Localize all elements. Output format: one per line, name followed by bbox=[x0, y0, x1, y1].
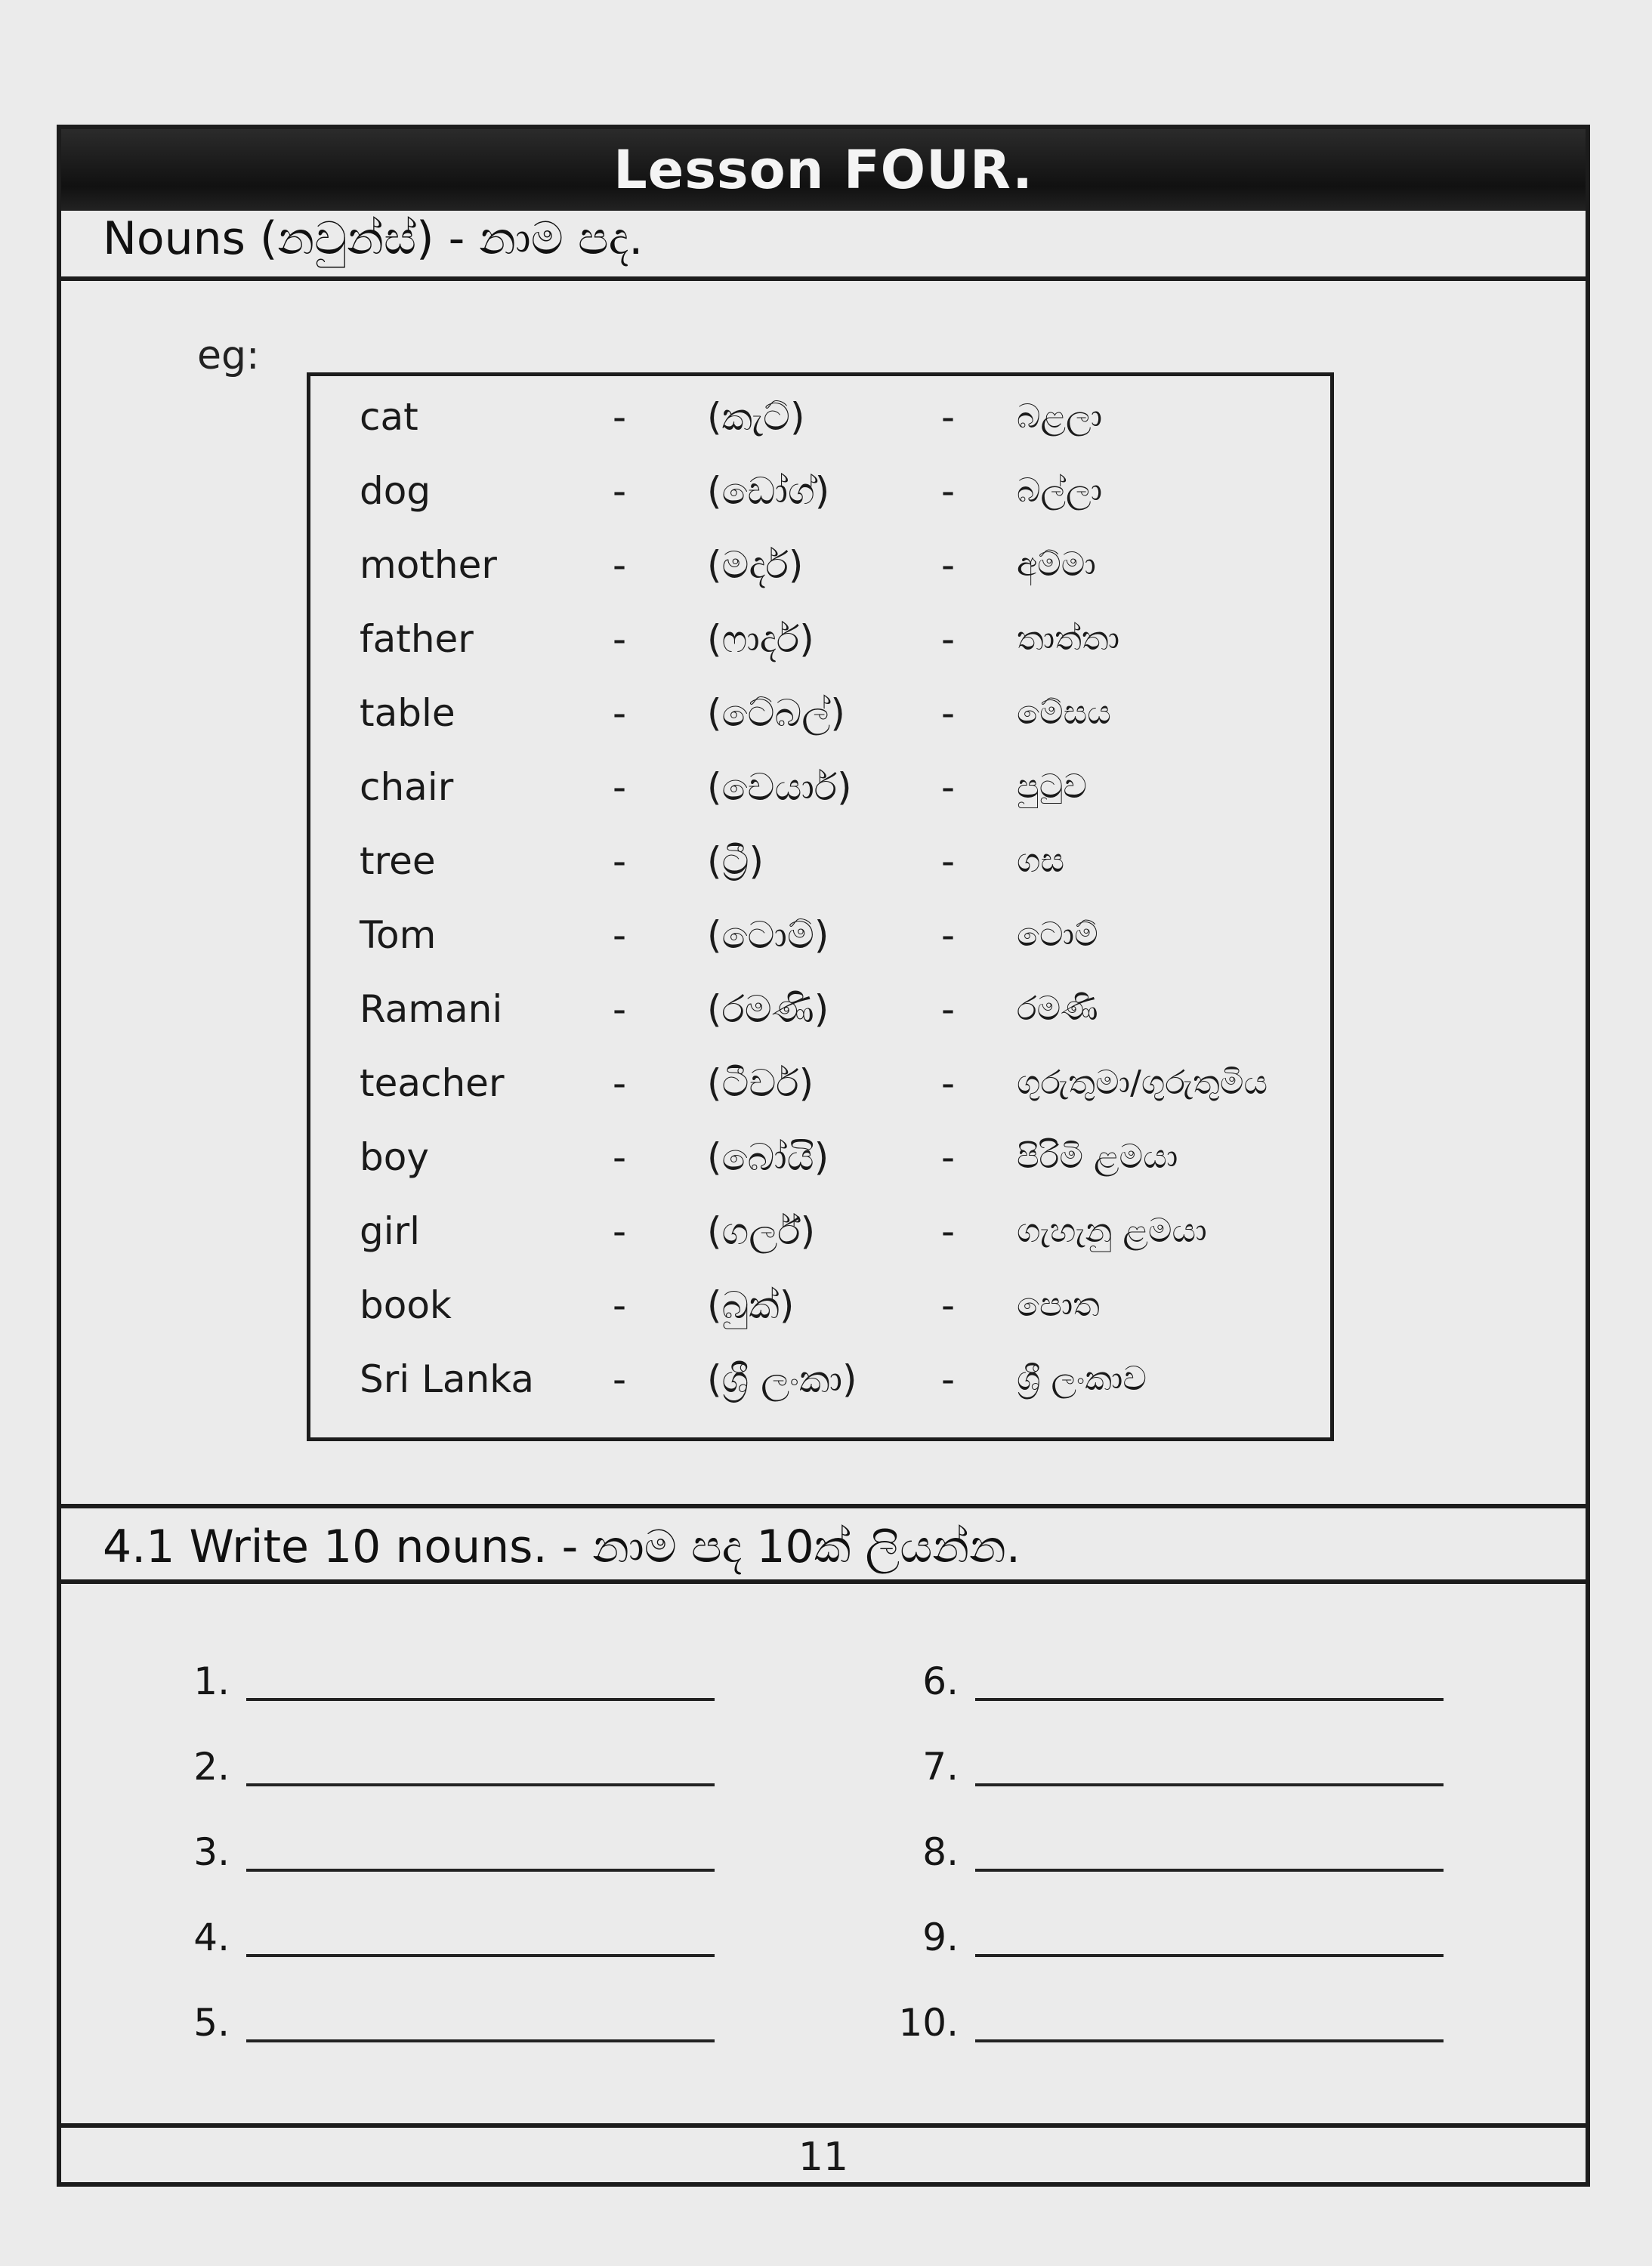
noun-word: cat bbox=[360, 395, 418, 439]
dash: - bbox=[613, 543, 627, 587]
noun-pronunciation: (බෝයි) bbox=[707, 1135, 829, 1179]
noun-word: tree bbox=[360, 839, 436, 883]
noun-word: father bbox=[360, 617, 474, 661]
noun-row bbox=[310, 380, 1330, 454]
dash: - bbox=[941, 691, 956, 735]
noun-row bbox=[310, 972, 1330, 1046]
noun-word: table bbox=[360, 691, 455, 735]
noun-word: dog bbox=[360, 469, 431, 513]
dash: - bbox=[941, 987, 956, 1031]
eg-label: eg: bbox=[197, 333, 260, 378]
noun-word: Tom bbox=[360, 913, 437, 957]
page-number: 11 bbox=[798, 2135, 849, 2180]
noun-meaning: ගස bbox=[1017, 841, 1065, 880]
answer-number: 3. bbox=[193, 1830, 230, 1874]
dash: - bbox=[613, 617, 627, 661]
noun-meaning: ටොම් bbox=[1017, 915, 1098, 954]
noun-meaning: බල්ලා bbox=[1017, 471, 1103, 510]
noun-word: boy bbox=[360, 1135, 429, 1179]
noun-pronunciation: (ටොම්) bbox=[707, 913, 829, 957]
noun-pronunciation: (ටේබල්) bbox=[707, 691, 845, 735]
dash: - bbox=[941, 1135, 956, 1179]
noun-row bbox=[310, 1268, 1330, 1342]
noun-meaning: අම්මා bbox=[1017, 545, 1096, 584]
lesson-header bbox=[61, 129, 1586, 211]
dash: - bbox=[613, 1135, 627, 1179]
exercise-title: 4.1 Write 10 nouns. - නාම පද 10ක් ලියන්න. bbox=[103, 1520, 1021, 1573]
dash: - bbox=[941, 913, 956, 957]
noun-meaning: ගුරුතුමා/ගුරුතුමිය bbox=[1017, 1064, 1268, 1102]
answer-number: 8. bbox=[922, 1830, 959, 1874]
noun-word: teacher bbox=[360, 1061, 505, 1105]
noun-row bbox=[310, 824, 1330, 898]
dash: - bbox=[941, 543, 956, 587]
noun-row bbox=[310, 1120, 1330, 1194]
noun-meaning: පිරිමි ළමයා bbox=[1017, 1138, 1178, 1176]
dash: - bbox=[613, 1061, 627, 1105]
noun-meaning: පොත bbox=[1017, 1286, 1100, 1324]
answer-blank[interactable] bbox=[975, 1869, 1444, 1872]
noun-pronunciation: (ටීචර්) bbox=[707, 1061, 814, 1105]
answer-number: 5. bbox=[193, 2001, 230, 2045]
noun-row bbox=[310, 1194, 1330, 1268]
noun-meaning: ගැහැනු ළමයා bbox=[1017, 1212, 1207, 1250]
answer-number: 2. bbox=[193, 1745, 230, 1789]
dash: - bbox=[941, 839, 956, 883]
answer-blank[interactable] bbox=[246, 1869, 715, 1872]
divider bbox=[61, 2123, 1586, 2128]
noun-meaning: බළලා bbox=[1017, 397, 1103, 436]
answer-number: 10. bbox=[898, 2001, 959, 2045]
dash: - bbox=[613, 691, 627, 735]
nouns-section-title: Nouns (නවුන්ස්) - නාම පද. bbox=[103, 212, 644, 265]
noun-word: book bbox=[360, 1283, 452, 1327]
noun-meaning: තාත්තා bbox=[1017, 619, 1120, 658]
noun-pronunciation: (රමණි) bbox=[707, 987, 829, 1031]
noun-row bbox=[310, 898, 1330, 972]
noun-row bbox=[310, 1046, 1330, 1120]
noun-pronunciation: (චෙයාර්) bbox=[707, 765, 852, 809]
answer-number: 6. bbox=[922, 1659, 959, 1703]
examples-box bbox=[307, 372, 1334, 1441]
noun-pronunciation: (ට්‍රී) bbox=[707, 839, 764, 883]
answer-blank[interactable] bbox=[975, 1783, 1444, 1786]
noun-row bbox=[310, 750, 1330, 824]
dash: - bbox=[941, 1357, 956, 1401]
noun-pronunciation: (ෆාදර්) bbox=[707, 617, 814, 661]
dash: - bbox=[613, 765, 627, 809]
divider bbox=[61, 1504, 1586, 1508]
dash: - bbox=[613, 987, 627, 1031]
answer-number: 1. bbox=[193, 1659, 230, 1703]
dash: - bbox=[613, 1357, 627, 1401]
noun-word: chair bbox=[360, 765, 454, 809]
noun-row bbox=[310, 676, 1330, 750]
answer-number: 4. bbox=[193, 1916, 230, 1959]
noun-row bbox=[310, 454, 1330, 528]
dash: - bbox=[941, 765, 956, 809]
answer-blank[interactable] bbox=[246, 1698, 715, 1701]
noun-pronunciation: (මදර්) bbox=[707, 543, 804, 587]
noun-word: mother bbox=[360, 543, 497, 587]
dash: - bbox=[941, 1209, 956, 1253]
noun-pronunciation: (කැට්) bbox=[707, 395, 805, 439]
noun-row bbox=[310, 602, 1330, 676]
noun-word: girl bbox=[360, 1209, 421, 1253]
answer-blank[interactable] bbox=[975, 1954, 1444, 1957]
dash: - bbox=[941, 1061, 956, 1105]
dash: - bbox=[941, 617, 956, 661]
divider bbox=[61, 1579, 1586, 1584]
answer-number: 9. bbox=[922, 1916, 959, 1959]
dash: - bbox=[613, 1283, 627, 1327]
dash: - bbox=[941, 395, 956, 439]
noun-row bbox=[310, 1342, 1330, 1416]
dash: - bbox=[941, 1283, 956, 1327]
noun-pronunciation: (ඩෝග්) bbox=[707, 469, 830, 513]
dash: - bbox=[613, 1209, 627, 1253]
dash: - bbox=[613, 839, 627, 883]
noun-pronunciation: (ශ්‍රී ලංකා) bbox=[707, 1357, 857, 1401]
noun-pronunciation: (බුක්) bbox=[707, 1283, 795, 1327]
noun-meaning: රමණි bbox=[1017, 989, 1098, 1028]
answer-blank[interactable] bbox=[246, 1783, 715, 1786]
answer-blank[interactable] bbox=[975, 1698, 1444, 1701]
noun-meaning: පුටුව bbox=[1017, 767, 1088, 806]
lesson-title: Lesson FOUR. bbox=[613, 139, 1033, 201]
answer-blank[interactable] bbox=[246, 2039, 715, 2042]
answer-blank[interactable] bbox=[246, 1954, 715, 1957]
divider bbox=[61, 276, 1586, 281]
noun-pronunciation: (ගර්ල්) bbox=[707, 1209, 816, 1253]
answer-blank[interactable] bbox=[975, 2039, 1444, 2042]
noun-meaning: ශ්‍රී ලංකාව bbox=[1017, 1360, 1147, 1398]
dash: - bbox=[613, 913, 627, 957]
noun-word: Sri Lanka bbox=[360, 1357, 534, 1401]
dash: - bbox=[941, 469, 956, 513]
dash: - bbox=[613, 469, 627, 513]
answer-number: 7. bbox=[922, 1745, 959, 1789]
noun-word: Ramani bbox=[360, 987, 503, 1031]
page-frame bbox=[57, 125, 1590, 2187]
noun-meaning: මේසය bbox=[1017, 693, 1111, 732]
noun-row bbox=[310, 528, 1330, 602]
dash: - bbox=[613, 395, 627, 439]
